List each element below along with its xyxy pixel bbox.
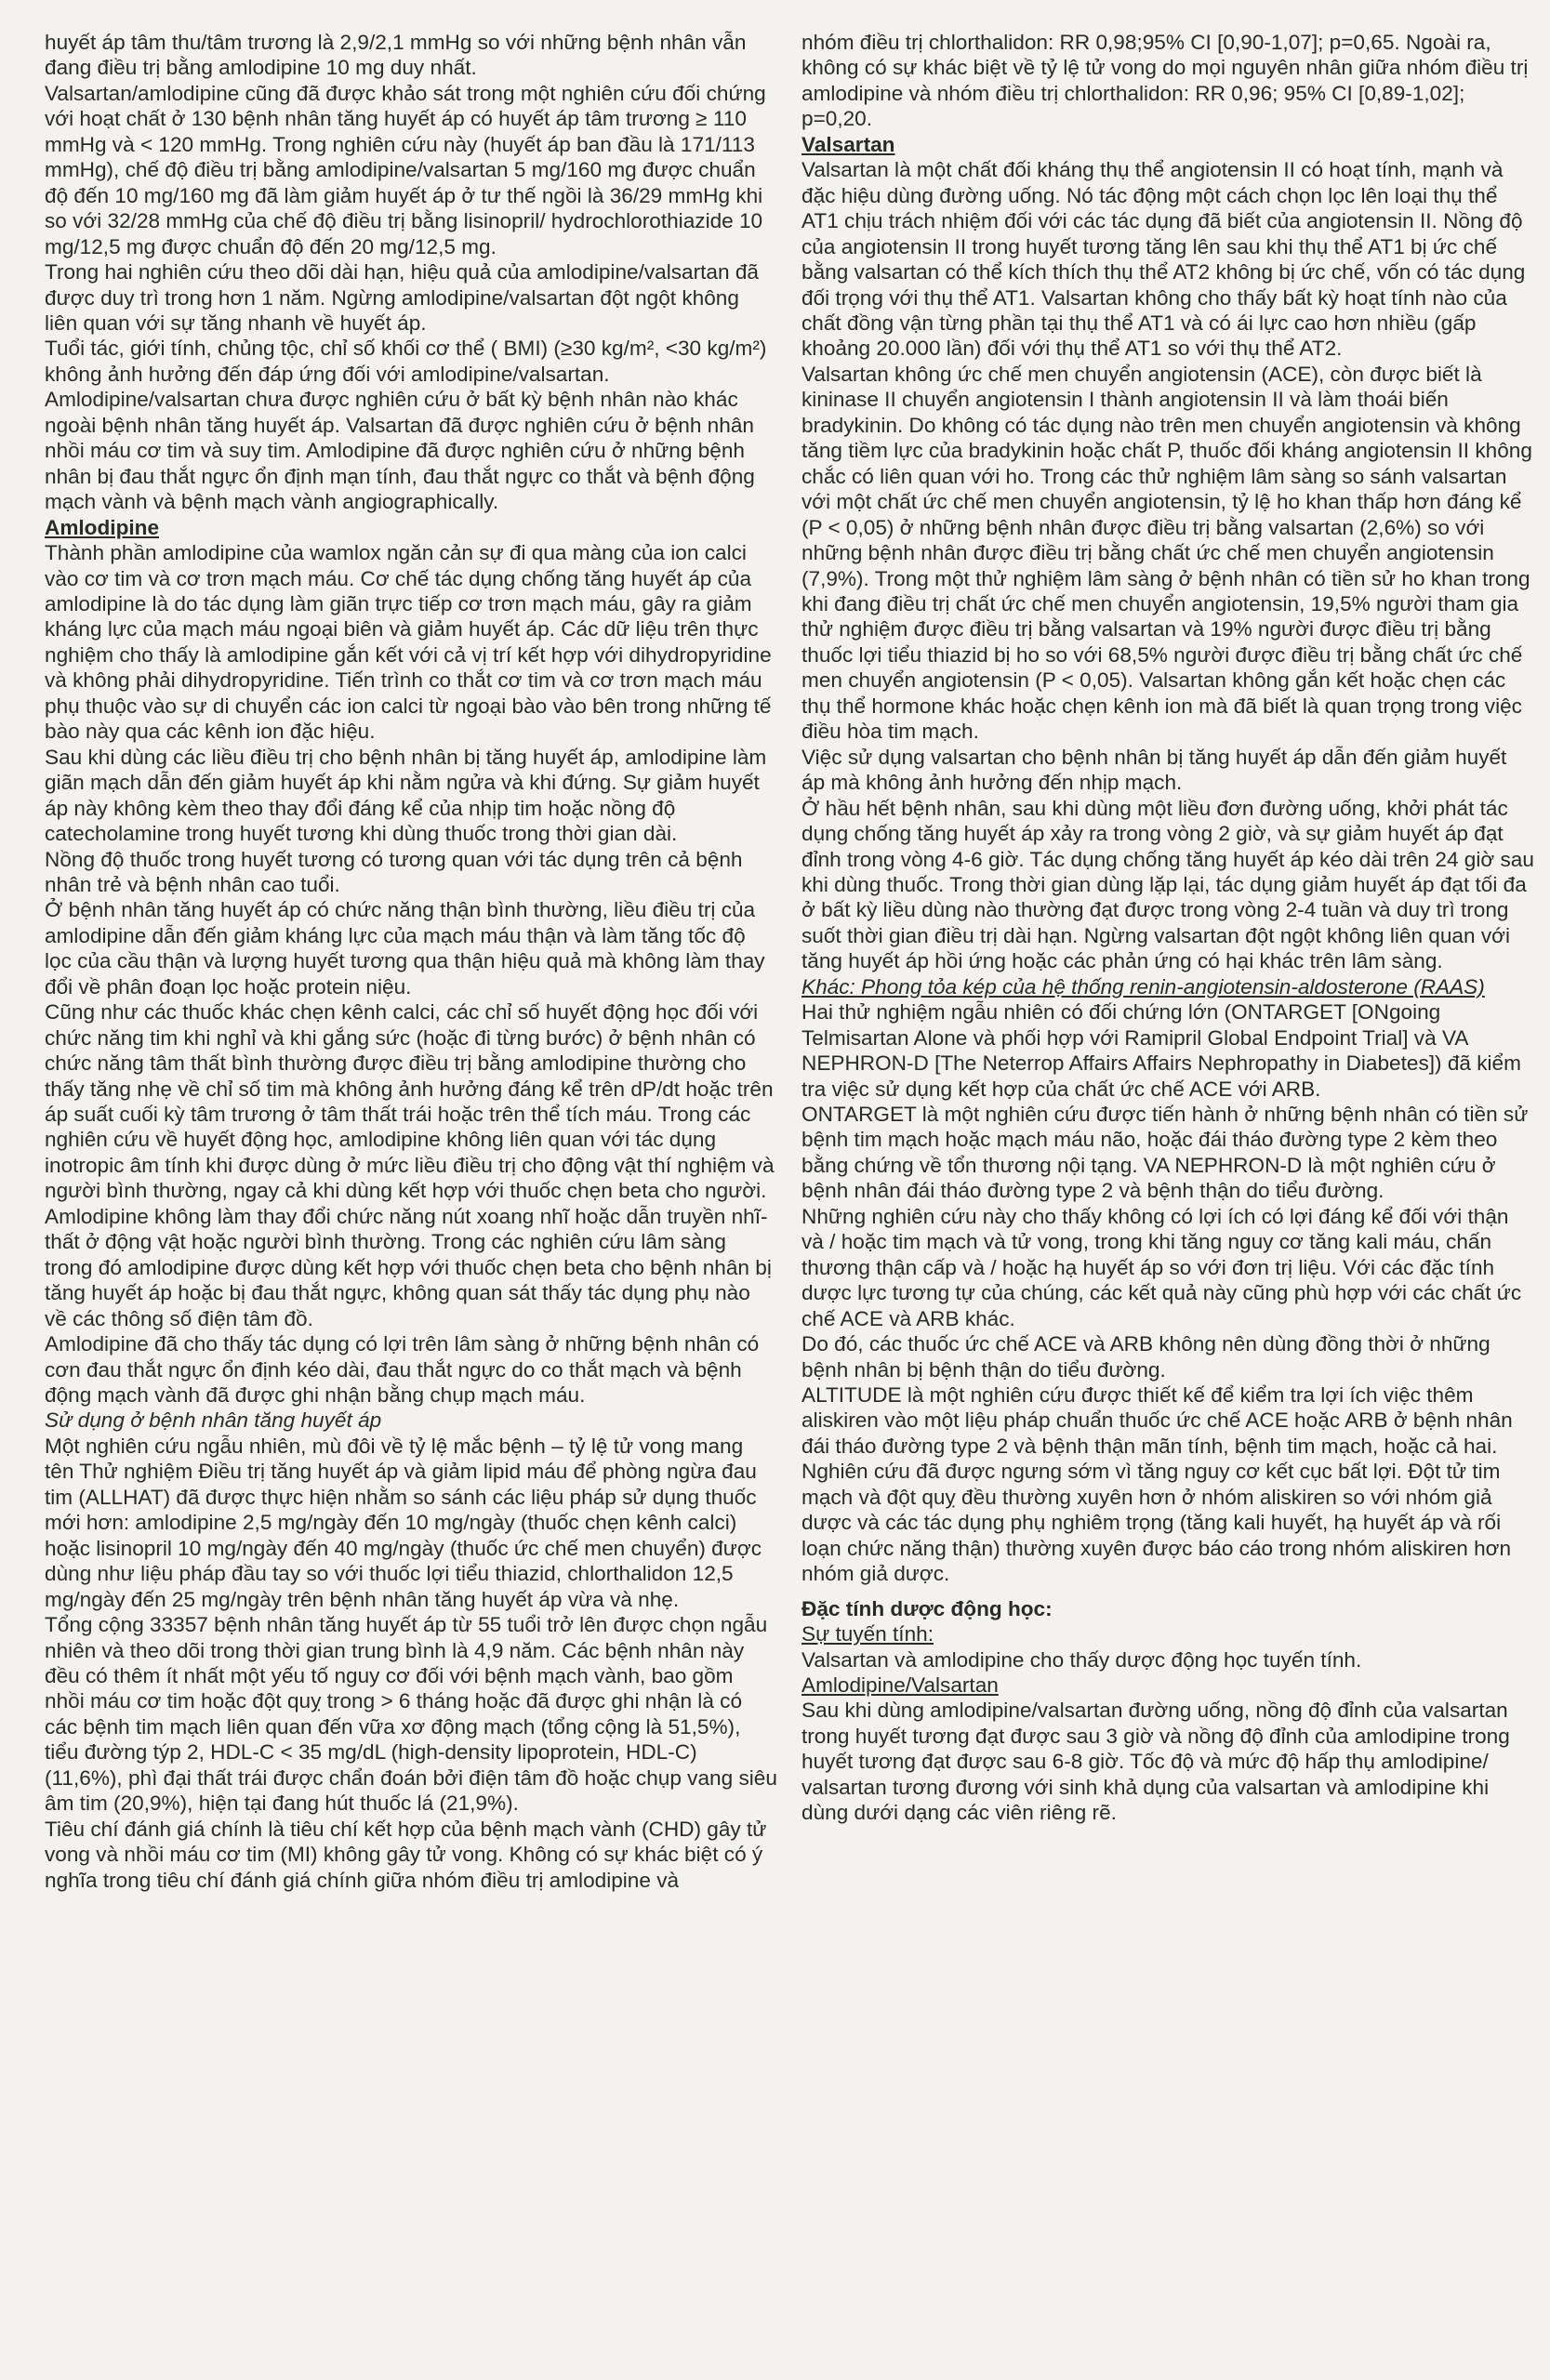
paragraph: Cũng như các thuốc khác chẹn kênh calci, các chỉ số huyết động học đối với chức năng tim khi nghỉ và khi gắng sức (hoặc đi từng bước) ở bệnh nhân có chức năng tâm thất bình thường được điều trị bằng amlodipine thường cho thấy tăng nhẹ về chỉ số tim mà không ảnh hưởng đáng kể trên dP/dt hoặc trên áp suất cuối kỳ tâm trương ở tâm thất trái hoặc trên thể tích máu. Trong các nghiên cứu về huyết động học, amlodipine không liên quan với tác dụng inotropic âm tính khi được dùng ở mức liều điều trị cho động vật thí nghiệm và người bình thường, ngay cả khi dùng kết hợp với thuốc chẹn beta cho người. bbox=[45, 1000, 775, 1203]
paragraph: Sau khi dùng các liều điều trị cho bệnh nhân bị tăng huyết áp, amlodipine làm giãn mạch dẫn đến giảm huyết áp khi nằm ngửa và khi đứng. Sự giảm huyết áp này không kèm theo thay đổi đáng kể của nhịp tim hoặc nồng độ catecholamine trong huyết tương khi dùng thuốc trong thời gian dài. bbox=[45, 745, 767, 846]
paragraph: Tổng cộng 33357 bệnh nhân tăng huyết áp từ 55 tuổi trở lên được chọn ngẫu nhiên và theo dõi trong thời gian trung bình là 4,9 năm. Các bệnh nhân này đều có thêm ít nhất một yếu tố nguy cơ đối với bệnh mạch vành, bao gồm nhồi máu cơ tim hoặc đột quỵ trong > 6 tháng hoặc đã được ghi nhận là có các bệnh tim mạch liên quan đến vữa xơ động mạch (tổng cộng là 51,5%), tiểu đường týp 2, HDL-C < 35 mg/dL (high-density lipoprotein, HDL-C) (11,6%), phì đại thất trái được chẩn đoán bởi điện tâm đồ hoặc chụp vang siêu âm tim (20,9%), hiện tại đang hút thuốc lá (21,9%). bbox=[45, 1613, 777, 1816]
paragraph: ALTITUDE là một nghiên cứu được thiết kế để kiểm tra lợi ích việc thêm aliskiren vào một liệu pháp chuẩn thuốc ức chế ACE hoặc ARB ở bệnh nhân đái tháo đường type 2 và bệnh thận mãn tính, bệnh tim mạch, hoặc cả hai. Nghiên cứu đã được ngưng sớm vì tăng nguy cơ kết cục bất lợi. Đột tử tim mạch và đột quỵ đều thường xuyên hơn ở nhóm aliskiren so với nhóm giả dược và các tác dụng phụ nghiêm trọng (tăng kali huyết, hạ huyết áp và rối loạn chức năng thận) thường xuyên được báo cáo trong nhóm aliskiren hơn nhóm giả dược. bbox=[801, 1383, 1513, 1586]
section-heading-pharmacokinetics: Đặc tính dược động học: bbox=[801, 1596, 1053, 1620]
paragraph: nhóm điều trị chlorthalidon: RR 0,98;95% CI [0,90-1,07]; p=0,65. Ngoài ra, không có sự khác biệt về tỷ lệ tử vong do mọi nguyên nhân giữa nhóm điều trị amlodipine và nhóm điều trị chlorthalidon: RR 0,96; 95% CI [0,89-1,02]; p=0,20. bbox=[801, 31, 1529, 131]
paragraph: huyết áp tâm thu/tâm trương là 2,9/2,1 mmHg so với những bệnh nhân vẫn đang điều trị bằng amlodipine 10 mg duy nhất. bbox=[45, 31, 747, 80]
paragraph: Ở hầu hết bệnh nhân, sau khi dùng một liều đơn đường uống, khởi phát tác dụng chống tăng huyết áp xảy ra trong vòng 2 giờ, và sự giảm huyết áp đạt đỉnh trong vòng 4-6 giờ. Tác dụng chống tăng huyết áp kéo dài trên 24 giờ sau khi dùng thuốc. Trong thời gian dùng lặp lại, tác dụng giảm huyết áp đạt tối đa ở bất kỳ liều dùng nào thường đạt được trong vòng 2-4 tuần và duy trì trong suốt thời gian điều trị dài hạn. Ngừng valsartan đột ngột không liên quan với tăng huyết áp hồi ứng hoặc các phản ứng có hại khác trên lâm sàng. bbox=[801, 796, 1534, 973]
subheading-amlodipine-valsartan: Amlodipine/Valsartan bbox=[801, 1673, 999, 1697]
paragraph: ONTARGET là một nghiên cứu được tiến hành ở những bệnh nhân có tiền sử bệnh tim mạch hoặc mạch máu não, hoặc đái tháo đường type 2 kèm theo bằng chứng về tổn thương nội tạng. VA NEPHRON-D là một nghiên cứu ở bệnh nhân đái tháo đường type 2 và bệnh thận do tiểu đường. bbox=[801, 1103, 1529, 1203]
subheading-hypertension-use: Sử dụng ở bệnh nhân tăng huyết áp bbox=[45, 1408, 382, 1433]
paragraph: Valsartan là một chất đối kháng thụ thể angiotensin II có hoạt tính, mạnh và đặc hiệu dùng đường uống. Nó tác động một cách chọn lọc lên loại thụ thể AT1 chịu trách nhiệm đối với các tác dụng đã biết của angiotensin II. Nồng độ của angiotensin II trong huyết tương tăng lên sau khi thụ thể AT1 bị ức chế bằng valsartan có thể kích thích thụ thể AT2 không bị ức chế, vốn có tác dụng đối trọng với thụ thể AT1. Valsartan không cho thấy bất kỳ hoạt tính nào của chất đồng vận từng phần tại thụ thể AT1 và có ái lực cao hơn nhiều (gấp khoảng 20.000 lần) đối với thụ thể AT1 so với thụ thể AT2. bbox=[801, 158, 1526, 361]
paragraph: Nồng độ thuốc trong huyết tương có tương quan với tác dụng trên cả bệnh nhân trẻ và bệnh nhân cao tuổi. bbox=[45, 847, 743, 896]
subheading-linearity: Sự tuyến tính: bbox=[801, 1622, 934, 1646]
paragraph: Valsartan và amlodipine cho thấy dược động học tuyến tính. bbox=[801, 1647, 1362, 1672]
paragraph: Amlodipine không làm thay đổi chức năng nút xoang nhĩ hoặc dẫn truyền nhĩ-thất ở động vật hoặc người bình thường. Trong các nghiên cứu lâm sàng trong đó amlodipine được dùng kết hợp với thuốc chẹn beta cho bệnh nhân bị tăng huyết áp hoặc bị đau thắt ngực, không quan sát thấy tác dụng phụ nào về các thông số điện tâm đồ. bbox=[45, 1204, 772, 1330]
paragraph: Valsartan/amlodipine cũng đã được khảo sát trong một nghiên cứu đối chứng với hoạt chất ở 130 bệnh nhân tăng huyết áp có huyết áp tâm trương ≥ 110 mmHg và < 120 mmHg. Trong nghiên cứu này (huyết áp ban đầu là 171/113 mmHg), chế độ điều trị bằng amlodipine/valsartan 5 mg/160 mg được chuẩn độ đến 10 mg/160 mg đã làm giảm huyết áp ở tư thế ngồi là 36/29 mmHg khi so với 32/28 mmHg của chế độ điều trị bằng lisinopril/ hydrochlorothiazide 10 mg/12,5 mg được chuẩn độ đến 20 mg/12,5 mg. bbox=[45, 81, 766, 258]
section-heading-amlodipine: Amlodipine bbox=[45, 515, 160, 539]
subheading-raas-blockade: Khác: Phong tỏa kép của hệ thống renin-angiotensin-aldosterone (RAAS) bbox=[801, 974, 1485, 998]
right-column bbox=[801, 30, 1534, 1826]
paragraph: Tiêu chí đánh giá chính là tiêu chí kết hợp của bệnh mạch vành (CHD) gây tử vong và nhồi máu cơ tim (MI) không gây tử vong. Không có sự khác biệt có ý nghĩa trong tiêu chí đánh giá chính giữa nhóm điều trị amlodipine và bbox=[45, 1817, 767, 1892]
paragraph: Trong hai nghiên cứu theo dõi dài hạn, hiệu quả của amlodipine/valsartan đã được duy trì trong hơn 1 năm. Ngừng amlodipine/valsartan đột ngột không liên quan với sự tăng nhanh về huyết áp. bbox=[45, 260, 759, 335]
paragraph: Ở bệnh nhân tăng huyết áp có chức năng thận bình thường, liều điều trị của amlodipine dẫn đến giảm kháng lực của mạch máu thận và làm tăng tốc độ lọc của cầu thận và lượng huyết tương qua thận hiệu quả mà không làm thay đổi về phân đoạn lọc hoặc protein niệu. bbox=[45, 898, 765, 998]
paragraph: Sau khi dùng amlodipine/valsartan đường uống, nồng độ đỉnh của valsartan trong huyết tương đạt được sau 3 giờ và nồng độ đỉnh của amlodipine trong huyết tương đạt được sau 6-8 giờ. Tốc độ và mức độ hấp thụ amlodipine/ valsartan tương đương với sinh khả dụng của valsartan và amlodipine khi dùng dưới dạng các viên riêng rẽ. bbox=[801, 1699, 1510, 1825]
paragraph: Việc sử dụng valsartan cho bệnh nhân bị tăng huyết áp dẫn đến giảm huyết áp mà không ảnh hưởng đến nhịp mạch. bbox=[801, 745, 1507, 795]
paragraph: Amlodipine/valsartan chưa được nghiên cứu ở bất kỳ bệnh nhân nào khác ngoài bệnh nhân tăng huyết áp. Valsartan đã được nghiên cứu ở bệnh nhân nhồi máu cơ tim và suy tim. Amlodipine đã được nghiên cứu ở những bệnh nhân bị đau thắt ngực ổn định mạn tính, đau thắt ngực co thắt và bệnh động mạch vành và bệnh mạch vành angiographically. bbox=[45, 388, 755, 514]
paragraph: Một nghiên cứu ngẫu nhiên, mù đôi về tỷ lệ mắc bệnh – tỷ lệ tử vong mang tên Thử nghiệm Điều trị tăng huyết áp và giảm lipid máu để phòng ngừa đau tim (ALLHAT) đã được thực hiện nhằm so sánh các liệu pháp sử dụng thuốc mới hơn: amlodipine 2,5 mg/ngày đến 10 mg/ngày (thuốc chẹn kênh calci) hoặc lisinopril 10 mg/ngày đến 40 mg/ngày (thuốc ức chế men chuyển) được dùng như liệu pháp đầu tay so với thuốc lợi tiểu thiazid, chlorthalidon 12,5 mg/ngày đến 25 mg/ngày trên bệnh nhân tăng huyết áp vừa và nhẹ. bbox=[45, 1434, 762, 1611]
left-column bbox=[45, 30, 777, 1893]
paragraph: Amlodipine đã cho thấy tác dụng có lợi trên lâm sàng ở những bệnh nhân có cơn đau thắt ngực ổn định kéo dài, đau thắt ngực do co thắt mạch và bệnh động mạch vành đã được ghi nhận bằng chụp mạch máu. bbox=[45, 1332, 760, 1408]
paragraph: Thành phần amlodipine của wamlox ngăn cản sự đi qua màng của ion calci vào cơ tim và cơ trơn mạch máu. Cơ chế tác dụng chống tăng huyết áp của amlodipine là do tác dụng làm giãn trực tiếp cơ trơn mạch máu, gây ra giảm kháng lực của mạch máu ngoại biên và giảm huyết áp. Các dữ liệu trên thực nghiệm cho thấy là amlodipine gắn kết với cả vị trí kết hợp với dihydropyridine và không phải dihydropyridine. Tiến trình co thắt cơ tim và cơ trơn mạch máu phụ thuộc vào sự di chuyển các ion calci từ ngoại bào vào bên trong những tế bào này qua các kênh ion đặc hiệu. bbox=[45, 541, 772, 744]
paragraph: Do đó, các thuốc ức chế ACE và ARB không nên dùng đồng thời ở những bệnh nhân bị bệnh thận do tiểu đường. bbox=[801, 1332, 1490, 1382]
paragraph: Hai thử nghiệm ngẫu nhiên có đối chứng lớn (ONTARGET [ONgoing Telmisartan Alone và phối hợp với Ramipril Global Endpoint Trial] và VA NEPHRON-D [The Neterrop Affairs Affairs Nephropathy in Diabetes]) đã kiểm tra việc sử dụng kết hợp của chất ức chế ACE với ARB. bbox=[801, 1000, 1521, 1101]
paragraph: Valsartan không ức chế men chuyển angiotensin (ACE), còn được biết là kininase II chuyển angiotensin I thành angiotensin II và làm thoái biến bradykinin. Do không có tác dụng nào trên men chuyển angiotensin và không tăng tiềm lực của bradykinin hoặc chất P, thuốc đối kháng angiotensin II không chắc có liên quan với ho. Trong các thử nghiệm lâm sàng so sánh valsartan với một chất ức chế men chuyển angiotensin, tỷ lệ ho khan thấp hơn đáng kể (P < 0,05) ở những bệnh nhân được điều trị bằng valsartan (2,6%) so với những bệnh nhân được điều trị bằng chất ức chế men chuyển angiotensin (7,9%). Trong một thử nghiệm lâm sàng ở bệnh nhân có tiền sử ho khan trong khi đang điều trị chất ức chế men chuyển angiotensin, 19,5% người tham gia thử nghiệm được điều trị bằng valsartan và 19% người được điều trị bằng thuốc lợi tiểu thiazid bị ho so với 68,5% người được điều trị bằng chất ức chế men chuyển angiotensin (P < 0,05). Valsartan không gắn kết hoặc chẹn các thụ thể hormone khác hoặc chẹn kênh ion mà đã biết là quan trọng trong việc điều hòa tim mạch. bbox=[801, 362, 1532, 744]
paragraph: Tuổi tác, giới tính, chủng tộc, chỉ số khối cơ thể ( BMI) (≥30 kg/m², <30 kg/m²) không ảnh hưởng đến đáp ứng đối với amlodipine/valsartan. bbox=[45, 337, 767, 386]
section-heading-valsartan: Valsartan bbox=[801, 132, 895, 156]
paragraph: Những nghiên cứu này cho thấy không có lợi ích có lợi đáng kể đối với thận và / hoặc tim mạch và tử vong, trong khi tăng nguy cơ tăng kali máu, chấn thương thận cấp và / hoặc hạ huyết áp so với đơn trị liệu. Với các đặc tính dược lực tương tự của chúng, các kết quả này cũng phù hợp với các chất ức chế ACE và ARB khác. bbox=[801, 1204, 1522, 1330]
